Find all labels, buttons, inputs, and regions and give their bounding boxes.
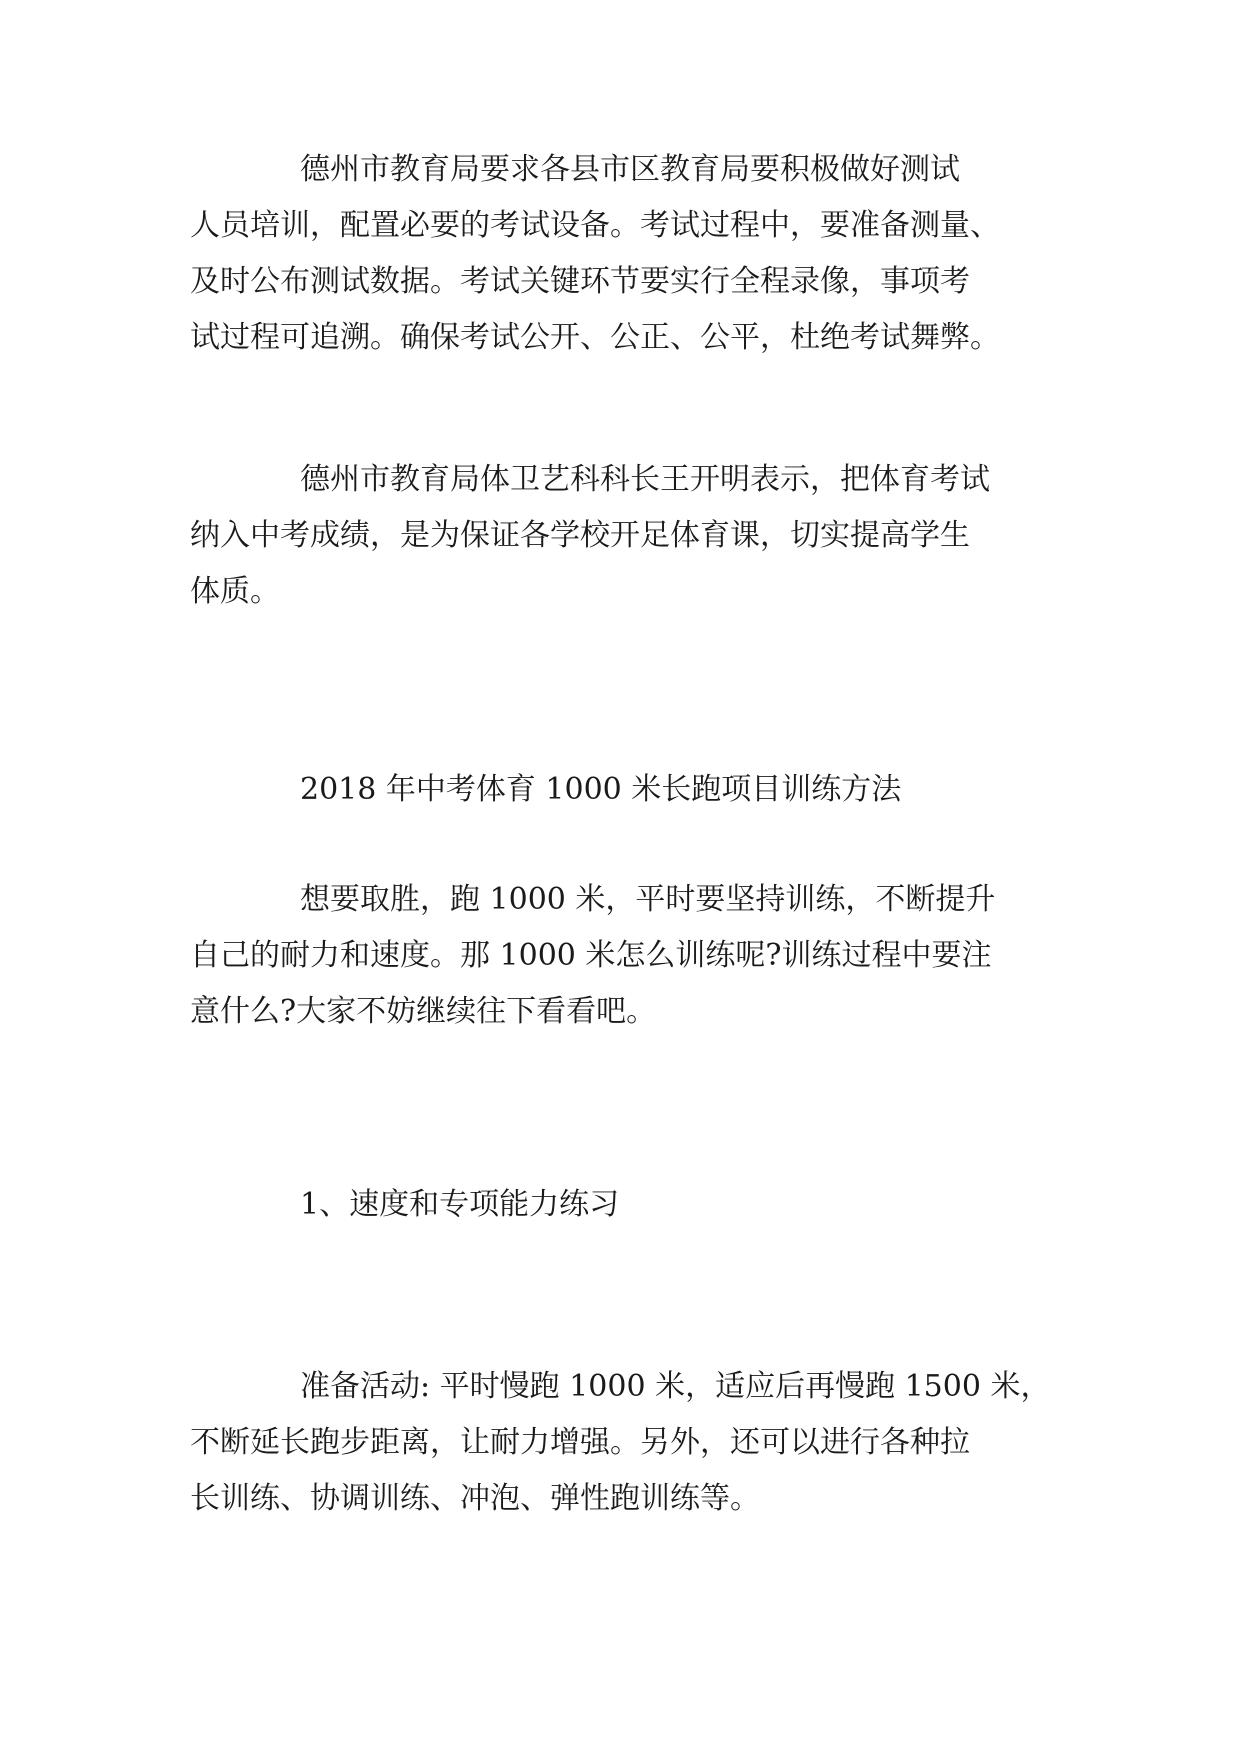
paragraph-line: 不断延长跑步距离，让耐力增强。另外，还可以进行各种拉	[190, 1425, 970, 1460]
paragraph-line: 意什么?大家不妨继续往下看看吧。	[190, 994, 657, 1029]
paragraph-line: 德州市教育局要求各县市区教育局要积极做好测试	[300, 152, 960, 187]
paragraph-line: 长训练、协调训练、冲泡、弹性跑训练等。	[190, 1481, 760, 1516]
paragraph-line: 德州市教育局体卫艺科科长王开明表示，把体育考试	[300, 462, 990, 497]
paragraph-line: 自己的耐力和速度。那 1000 米怎么训练呢?训练过程中要注	[190, 938, 992, 973]
paragraph-line: 体质。	[190, 574, 280, 609]
paragraph-line: 人员培训，配置必要的考试设备。考试过程中，要准备测量、	[190, 208, 1000, 243]
paragraph-line: 准备活动: 平时慢跑 1000 米，适应后再慢跑 1500 米，	[300, 1369, 1051, 1404]
paragraph-line: 想要取胜，跑 1000 米，平时要坚持训练，不断提升	[300, 882, 996, 917]
paragraph-line: 及时公布测试数据。考试关键环节要实行全程录像，事项考	[190, 264, 970, 299]
paragraph-line: 试过程可追溯。确保考试公开、公正、公平，杜绝考试舞弊。	[190, 320, 1000, 355]
heading-text: 1、速度和专项能力练习	[300, 1187, 620, 1222]
heading-text: 2018 年中考体育 1000 米长跑项目训练方法	[300, 772, 902, 807]
paragraph-line: 纳入中考成绩，是为保证各学校开足体育课，切实提高学生	[190, 518, 970, 553]
